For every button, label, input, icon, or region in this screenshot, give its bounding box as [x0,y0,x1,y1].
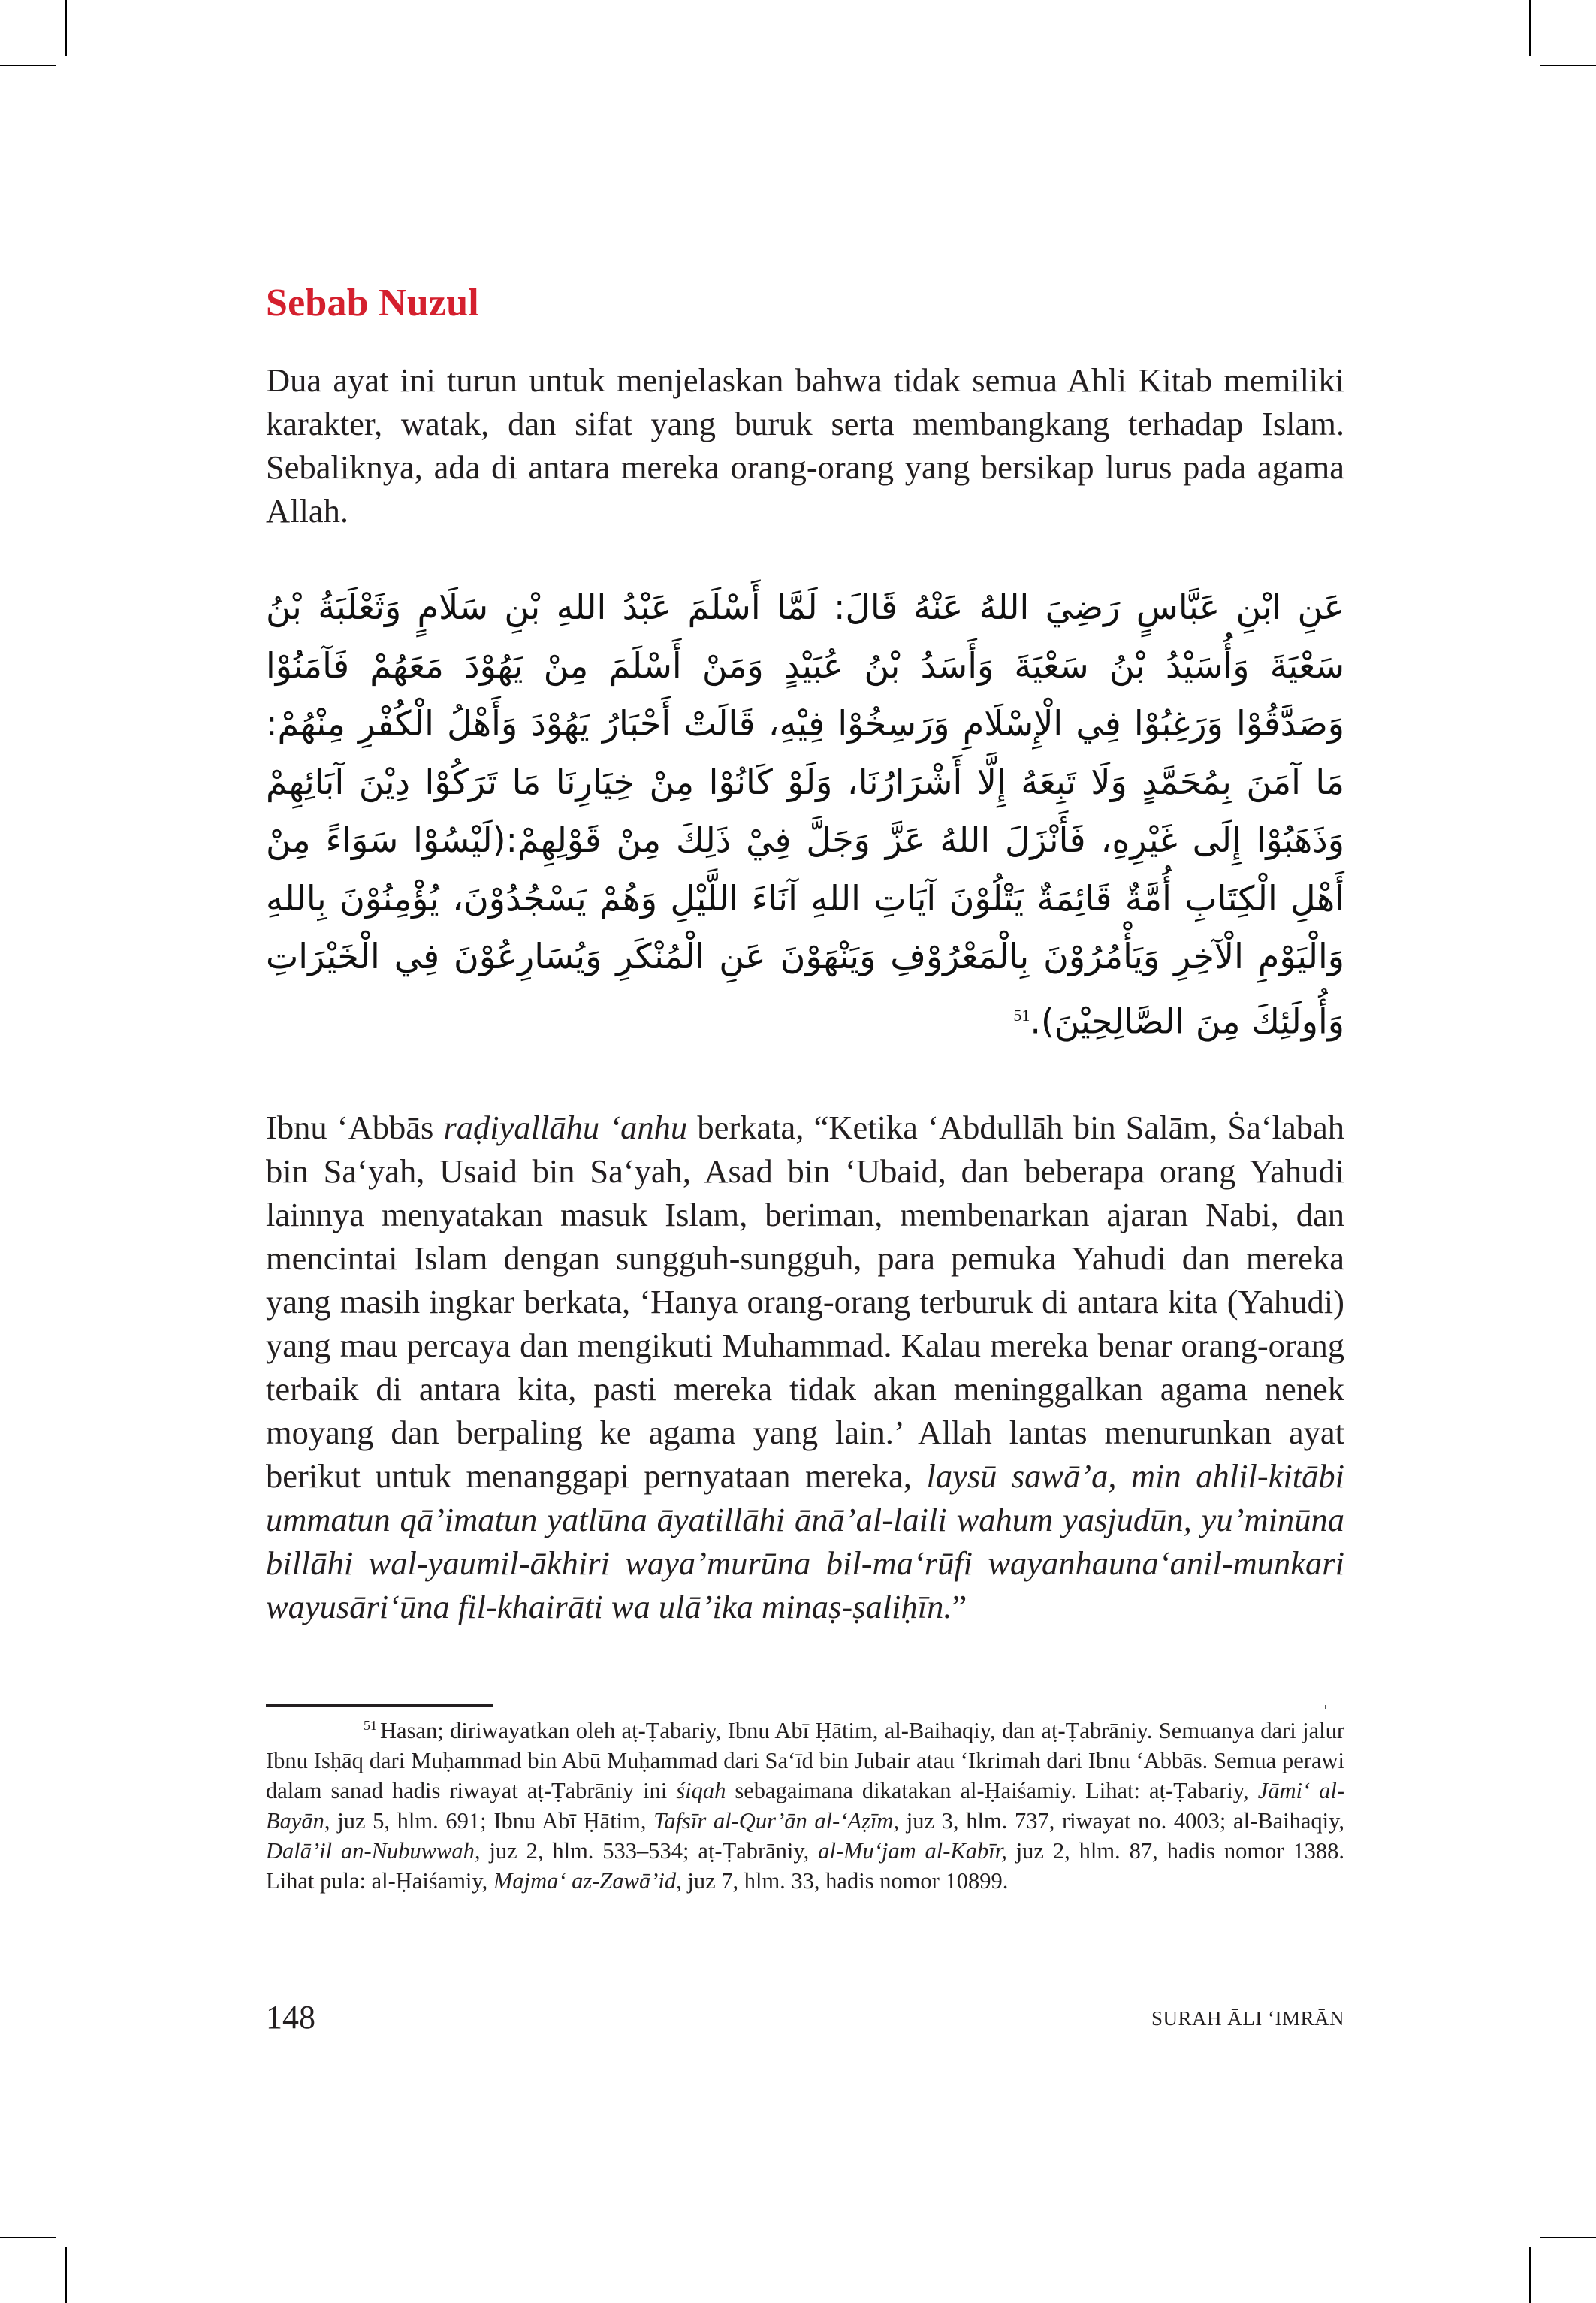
footnote-51 [266,1716,1344,1896]
footnote-citation-title: Tafsīr al-Qur’ān al-‘Aẓīm [653,1808,894,1834]
translation-verse-transliteration: laysū sawā’a, min ahlil-kitābi ummatun qā’imatun yatlūna āyatillāhi ānā’al-laili wahum yasjudūn, yu’minūna billāhi wal-yaumil-ākhiri waya’murūna bil-ma‘rūfi wayanhauna‘anil-munkari wayusāri‘ūna fil-khairāti wa ulā’ika minaṣ-ṣaliḥīn. [266,1457,1344,1625]
translation-honorific: raḍiyallāhu ‘anhu [443,1109,688,1146]
arabic-hadith-body: عَنِ ابْنِ عَبَّاسٍ رَضِيَ اللهُ عَنْهُ قَالَ: لَمَّا أَسْلَمَ عَبْدُ اللهِ بْنِ سَلَامٍ وَثَعْلَبَةُ بْنُ سَعْيَةَ وَأُسَيْدُ بْنُ سَعْيَةَ وَأَسَدُ بْنُ عُبَيْدٍ وَمَنْ أَسْلَمَ مِنْ يَهُوْدَ مَعَهُمْ فَآمَنُوْا وَصَدَّقُوْا وَرَغِبُوْا فِي الْإِسْلَامِ وَرَسِخُوْا فِيْهِ، قَالَتْ أَحْبَارُ يَهُوْدَ وَأَهْلُ الْكُفْرِ مِنْهُمْ: مَا آمَنَ بِمُحَمَّدٍ وَلَا تَبِعَهُ إِلَّا أَشْرَارُنَا، وَلَوْ كَانُوْا مِنْ خِيَارِنَا مَا تَرَكُوْا دِيْنَ آبَائِهِمْ وَذَهَبُوْا إِلَى غَيْرِهِ، فَأَنْزَلَ اللهُ عَزَّ وَجَلَّ فِيْ ذَلِكَ مِنْ قَوْلِهِمْ:(لَيْسُوْا سَوَاءً مِنْ أَهْلِ الْكِتَابِ أُمَّةٌ قَائِمَةٌ يَتْلُوْنَ آيَاتِ اللهِ آنَاءَ اللَّيْلِ وَهُمْ يَسْجُدُوْنَ، يُؤْمِنُوْنَ بِاللهِ وَالْيَوْمِ الْآخِرِ وَيَأْمُرُوْنَ بِالْمَعْرُوْفِ وَيَنْهَوْنَ عَنِ الْمُنْكَرِ وَيُسَارِعُوْنَ فِي الْخَيْرَاتِ وَأُولَئِكَ مِنَ الصَّالِحِيْنَ). [266,587,1344,1041]
translation-closing-quote: ” [952,1588,967,1625]
arabic-hadith-text [266,578,1344,1050]
crop-mark-top-left-horizontal [0,65,56,66]
crop-mark-top-left-vertical [65,0,67,56]
footnote-text: juz 2, hlm. 87, hadis nomor 1388. Lihat pula: al-Ḥaiśamiy, [266,1838,1344,1894]
footnote-text: , juz 5, hlm. 691; Ibnu Abī Ḥātim, [324,1808,654,1834]
crop-mark-bottom-right-horizontal [1540,2237,1596,2238]
crop-mark-bottom-right-vertical [1529,2247,1531,2303]
footnote-text: , juz 7, hlm. 33, hadis nomor 10899. [676,1868,1009,1894]
translation-part-3: berkata, “Ketika ‘Abdullāh bin Salām, Ṡa‘labah bin Sa‘yah, Usaid bin Sa‘yah, Asad bin ‘Ubaid, dan beberapa orang Yahudi lainnya menyatakan masuk Islam, beriman, membenarkan ajaran Nabi, dan mencintai Islam dengan sungguh-sungguh, para pemuka Yahudi dan mereka yang masih ingkar berkata, ‘Hanya orang-orang terburuk di antara kita (Yahudi) yang mau percaya dan mengikuti Muhammad. Kalau mereka benar orang-orang terbaik di antara kita, pasti mereka tidak akan meninggalkan agama nenek moyang dan berpaling ke agama yang lain.’ Allah lantas menurunkan ayat berikut untuk menanggapi pernyataan mereka, [266,1109,1345,1495]
section-heading: Sebab Nuzul [266,282,479,324]
footnote-citation-title: śiqah [676,1778,726,1803]
footnote-text: sebagaimana dikatakan al-Ḥaiśamiy. Lihat: aṭ-Ṭabariy, [726,1778,1258,1803]
crop-mark-bottom-left-horizontal [0,2237,56,2238]
footnote-citation-title: Dalā’il an-Nubuwwah, [266,1838,481,1864]
running-head: SURAH ĀLI ‘IMRĀN [1151,2007,1344,2030]
footnote-separator [266,1704,493,1707]
footnote-citation-title: Majma‘ az-Zawā’id [493,1868,677,1894]
footnote-text: , juz 3, hlm. 737, riwayat no. 4003; al-Baihaqiy, [893,1808,1344,1834]
footnote-separator-mark [1325,1705,1326,1709]
footnote-citation-title: Jāmi‘ al-Bayān [266,1778,1344,1834]
page-number: 148 [266,1999,315,2036]
crop-mark-top-right-horizontal [1540,65,1596,66]
footnote-number: 51 [364,1717,377,1733]
footnote-text: juz 2, hlm. 533–534; aṭ-Ṭabrāniy, [480,1838,819,1864]
footnote-text: Hasan; diriwayatkan oleh aṭ-Ṭabariy, Ibnu Abī Ḥātim, al-Baihaqiy, dan aṭ-Ṭabrāniy. Semuanya dari jalur Ibnu Isḥāq dari Muḥammad bin Abū Muḥammad dari Sa‘īd bin Jubair atau ‘Ikrimah dari Ibnu ‘Abbās. Semua perawi dalam sanad hadis riwayat aṭ-Ṭabrāniy ini [266,1718,1344,1803]
footnote-reference[interactable]: 51 [1013,1005,1030,1025]
crop-mark-bottom-left-vertical [65,2247,67,2303]
translation-part-1: Ibnu ‘Abbās [266,1109,444,1146]
intro-paragraph: Dua ayat ini turun untuk menjelaskan bahwa tidak semua Ahli Kitab memiliki karakter, watak, dan sifat yang buruk serta membangkang terhadap Islam. Sebaliknya, ada di antara mereka orang-orang yang bersikap lurus pada agama Allah. [266,361,1344,530]
footnote-body [266,1718,1344,1894]
footnote-citation-title: al-Mu‘jam al-Kabīr, [818,1838,1007,1864]
crop-mark-top-right-vertical [1529,0,1531,56]
translation-paragraph [266,1106,1344,1628]
